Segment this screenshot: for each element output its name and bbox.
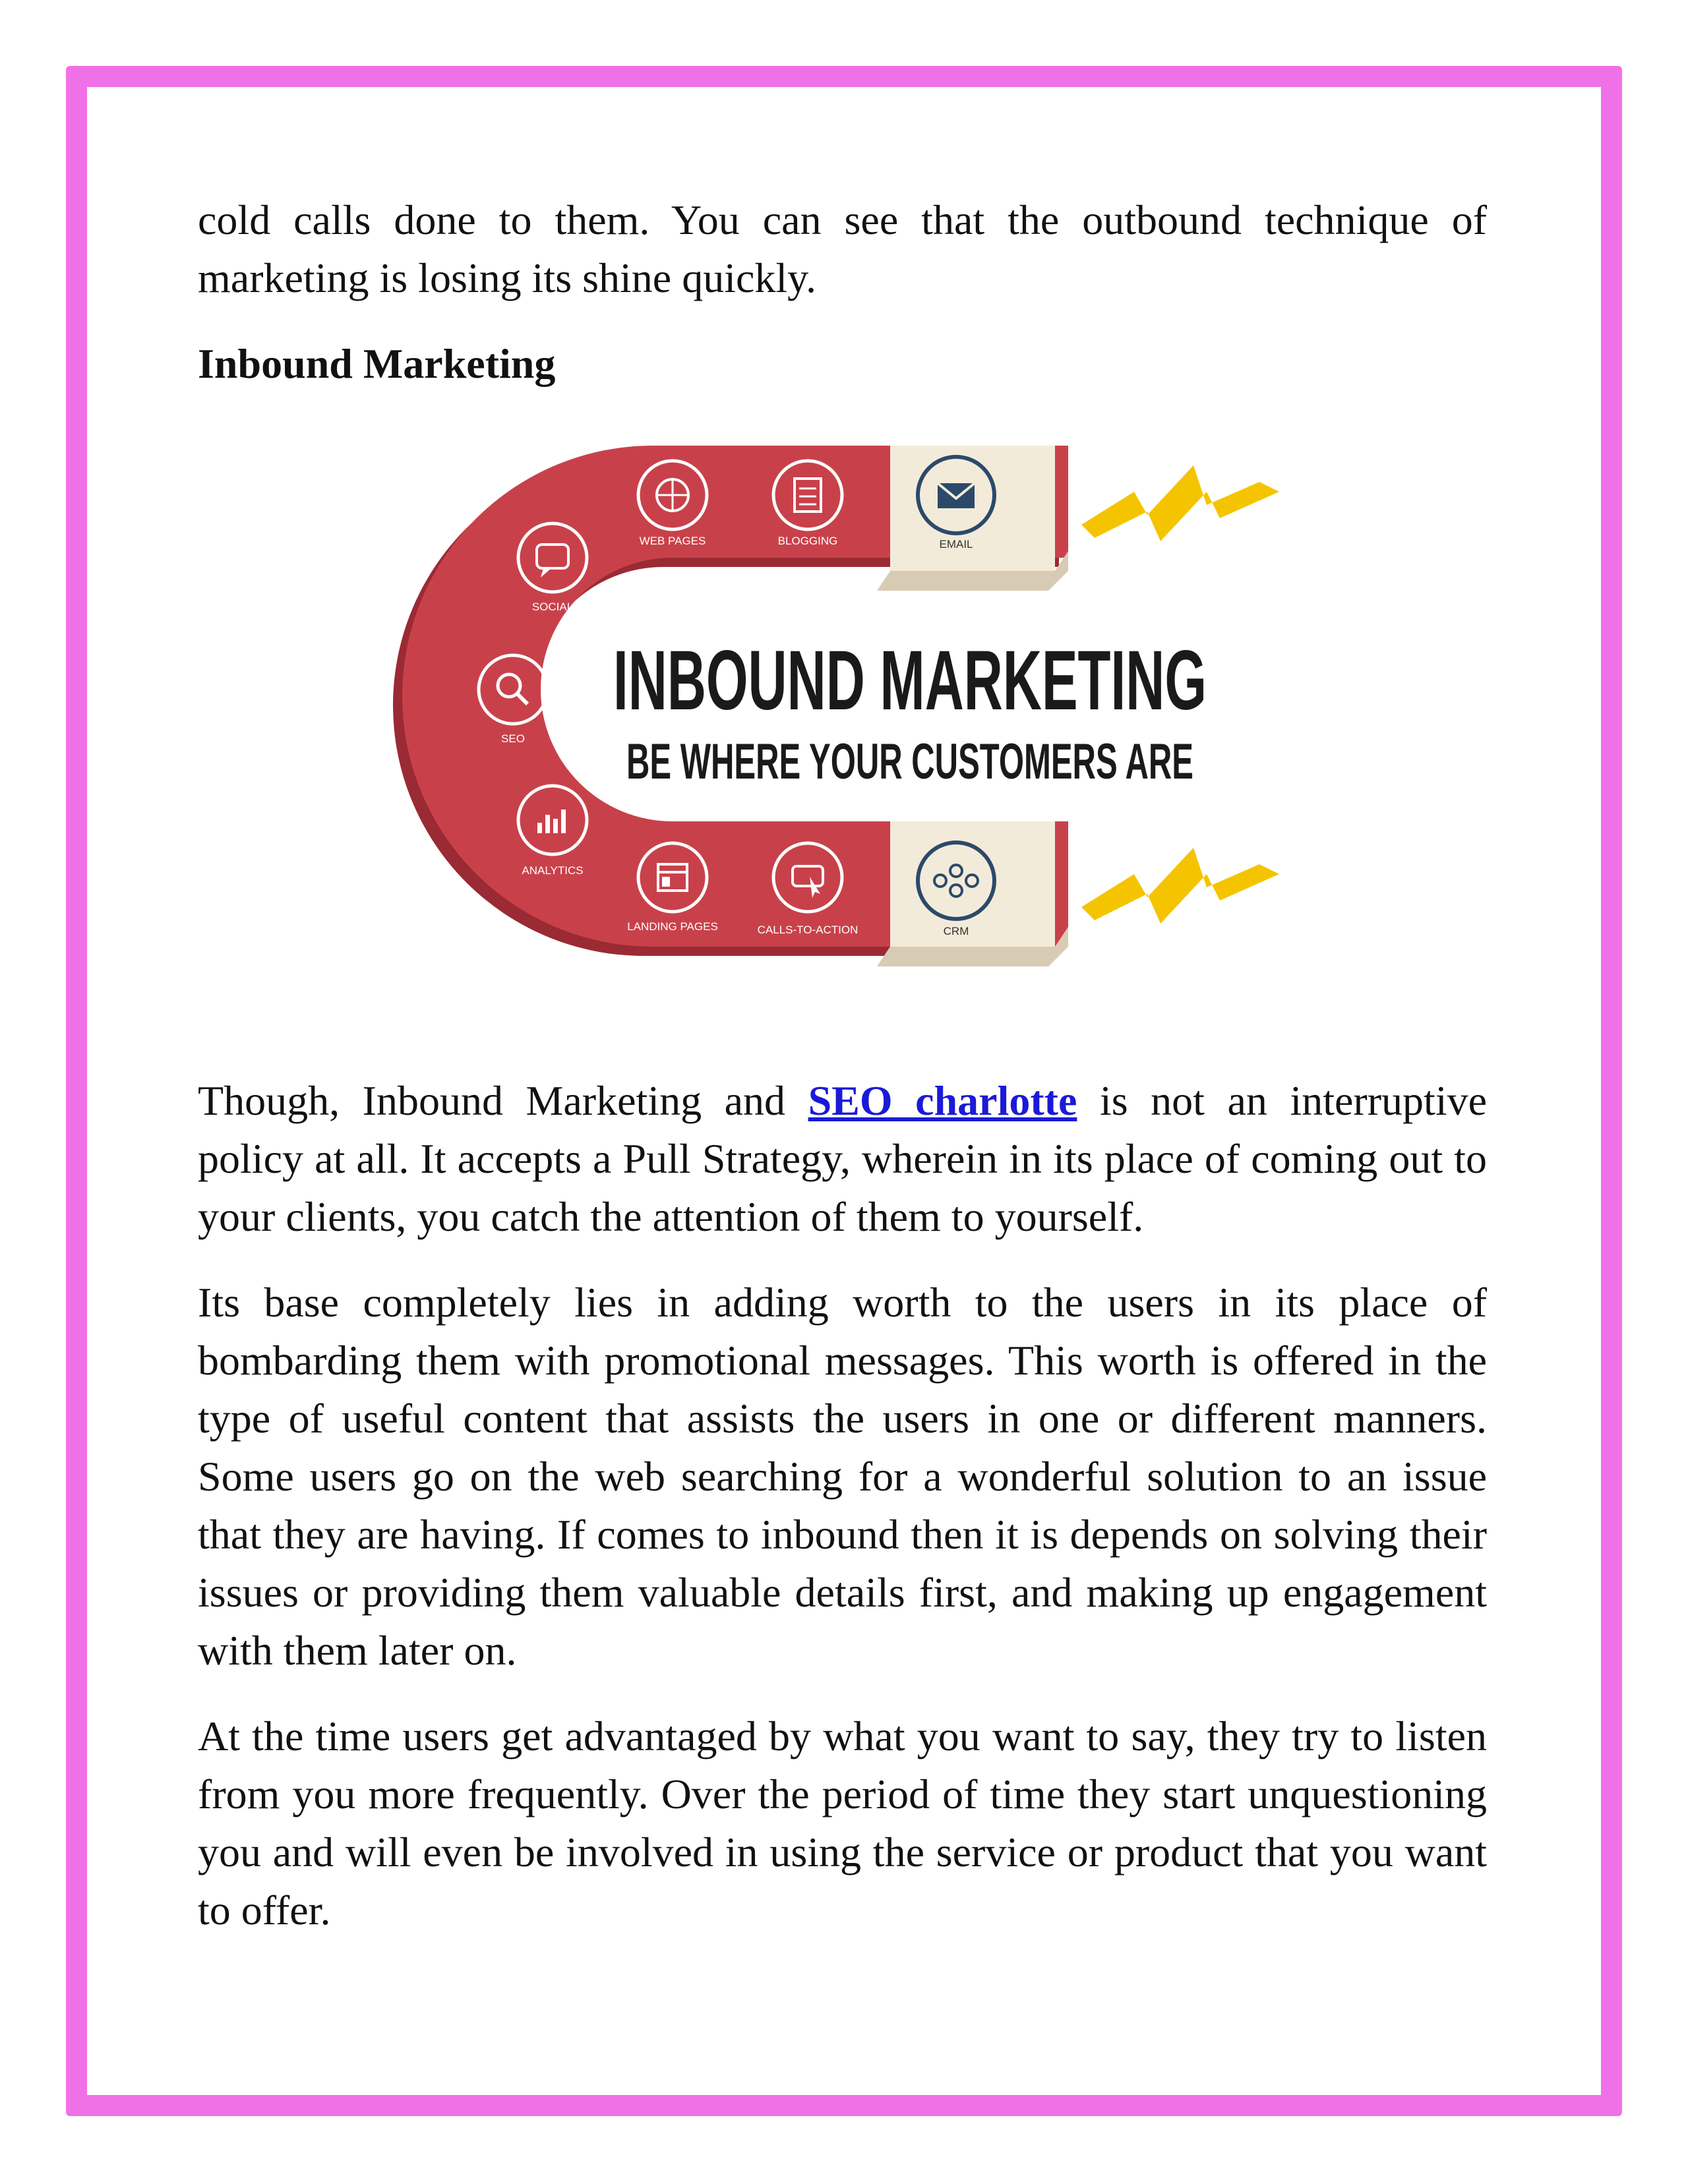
- blogging-label: BLOGGING: [777, 535, 838, 547]
- section-heading: Inbound Marketing: [198, 340, 556, 387]
- crm-label: CRM: [943, 925, 969, 937]
- analytics-label: ANALYTICS: [522, 864, 584, 877]
- magnet-tip-bottom: [890, 821, 1055, 947]
- paragraph-intro: cold calls done to them. You can see that the outbound technique of marketing is losing its shine quickly.: [198, 196, 1487, 301]
- calls-to-action-label: CALLS-TO-ACTION: [757, 924, 859, 936]
- lightning-bolt-bottom: [1081, 848, 1279, 924]
- paragraph-pull-strategy: [198, 1072, 1487, 1246]
- figure-title: INBOUND MARKETING: [613, 634, 1207, 728]
- paragraph-pull-strategy-start: Though, Inbound Marketing and: [198, 1077, 808, 1124]
- landing-pages-label: LANDING PAGES: [627, 920, 718, 933]
- magnet-illustration: [198, 419, 1487, 1026]
- paragraph-pull-strategy-end: is not an interruptive policy at all. It accepts a Pull Strategy, wherein in its place of coming out to your clients, you catch the attention of them to yourself.: [198, 1077, 1488, 1240]
- lightning-bolt-top: [1081, 465, 1279, 541]
- document-content: [198, 191, 1487, 1967]
- email-label: EMAIL: [939, 538, 973, 550]
- paragraph-engagement: At the time users get advantaged by what you want to say, they try to listen from you more frequently. Over the period of time they start unquestioning you and will even be involved in using the service or product that you want to offer.: [198, 1713, 1487, 1933]
- figure-subtitle: BE WHERE YOUR CUSTOMERS ARE: [626, 734, 1193, 790]
- inbound-marketing-figure: [198, 419, 1487, 1026]
- web-pages-label: WEB PAGES: [639, 535, 706, 547]
- social-label: SOCIAL: [531, 601, 574, 613]
- paragraph-value: Its base completely lies in adding worth to the users in its place of bombarding them with promotional messages. This worth is offered in the type of useful content that assists the users in one or different manners. Some users go on the web searching for a wonderful solution to an issue that they are having. If comes to inbound then it is depends on solving their issues or providing them valuable details first, and making up engagement with them later on.: [198, 1279, 1487, 1674]
- seo-label: SEO: [501, 732, 525, 745]
- seo-charlotte-link[interactable]: SEO charlotte: [808, 1077, 1077, 1124]
